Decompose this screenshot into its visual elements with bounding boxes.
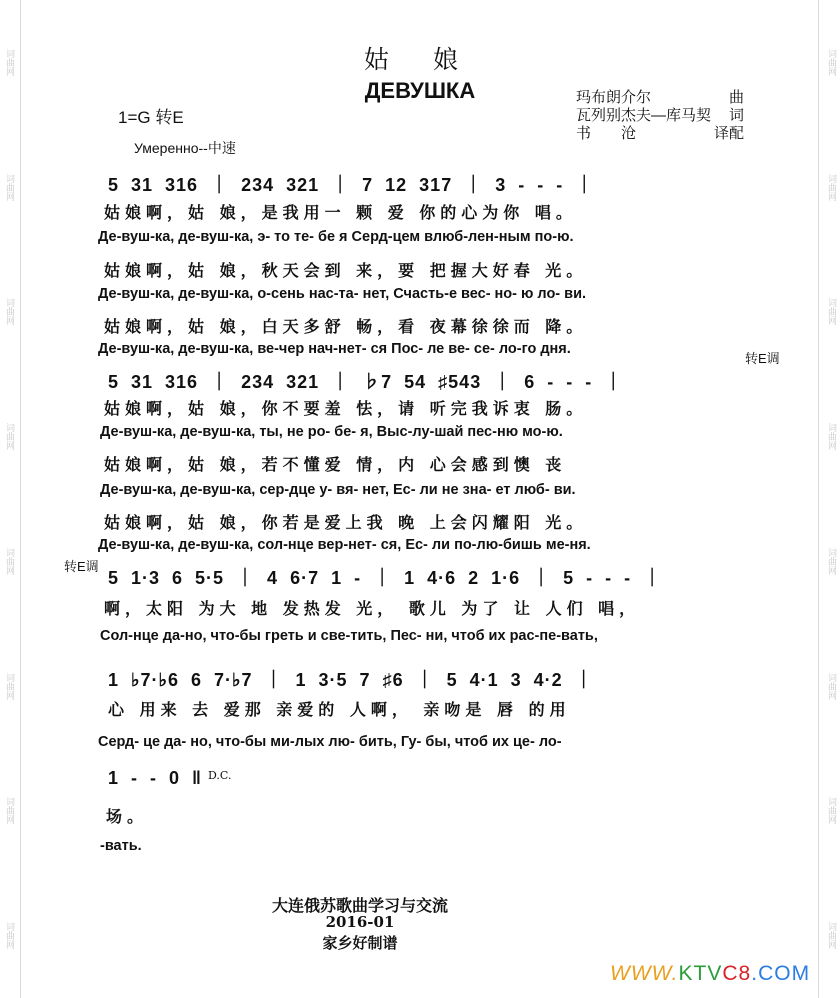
notation-line-3: 5 1·3 6 5·5 ｜ 4 6·7 1 - ｜ 1 4·6 2 1·6 ｜ 5 - - - ｜ <box>108 568 663 588</box>
footer-maker: 家乡好制谱 <box>322 934 398 952</box>
watermark-text: 词曲网 <box>826 48 836 76</box>
lyric-ru-1-3: Де-вуш-ка, де-вуш-ка, ве-чер нач-нет- ся Пос- ле ве- се- ло-го дня. <box>98 341 571 357</box>
watermark-text: 词曲网 <box>4 547 14 575</box>
credit-composer: 玛布朗介尔 曲 <box>576 89 744 106</box>
lyric-ru-5-1: -вать. <box>100 838 142 854</box>
lyric-cn-2-2: 姑娘啊，姑 娘，若不懂爱 情，内 心会感到懊 丧 <box>104 455 567 474</box>
lyric-cn-5-1: 场。 <box>106 807 149 826</box>
watermark-text: 词曲网 <box>4 423 14 451</box>
watermark-text: 词曲网 <box>826 547 836 575</box>
watermark-text: 词曲网 <box>4 173 14 201</box>
da-capo-mark: D.C. <box>208 769 232 782</box>
lyric-cn-1-3: 姑娘啊，姑 娘，白天多舒 畅，看 夜幕徐徐而 降。 <box>104 317 588 336</box>
lyric-cn-1-2: 姑娘啊，姑 娘，秋天会到 来，要 把握大好春 光。 <box>104 261 588 280</box>
watermark-right <box>824 0 838 998</box>
left-margin-line <box>20 0 21 998</box>
watermark-text: 词曲网 <box>4 797 14 825</box>
lyric-cn-2-1: 姑娘啊，姑 娘，你不要羞 怯，请 听完我诉衷 肠。 <box>104 399 588 418</box>
lyric-cn-2-3: 姑娘啊，姑 娘，你若是爱上我 晚 上会闪耀阳 光。 <box>104 513 588 532</box>
right-margin-line <box>818 0 819 998</box>
modulation-note-right: 转E调 <box>745 351 780 366</box>
notation-line-4: 1 ♭7·♭6 6 7·♭7 ｜ 1 3·5 7 ♯6 ｜ 5 4·1 3 4·2 ｜ <box>108 670 594 690</box>
lyric-ru-3-1: Сол-нце да-но, что-бы греть и све-тить, Пес- ни, чтоб их рас-пе-вать, <box>100 628 598 644</box>
watermark-text: 词曲网 <box>4 922 14 950</box>
lyric-cn-3-1: 啊，太阳 为大 地 发热发 光， 歌儿 为了 让 人们 唱， <box>104 599 641 618</box>
title-russian: ДЕВУШКА <box>364 78 476 103</box>
credit-lyricist: 瓦列别杰夫—库马契 词 <box>576 107 744 124</box>
lyric-ru-1-2: Де-вуш-ка, де-вуш-ка, о-сень нас-та- нет, Счасть-е вес- но- ю ло- ви. <box>98 286 587 302</box>
lyric-cn-1-1: 姑娘啊，姑 娘，是我用一 颗 爱 你的心为你 唱。 <box>104 203 577 222</box>
site-logo: WWW.KTVC8.COM <box>610 962 811 985</box>
watermark-text: 词曲网 <box>4 672 14 700</box>
lyric-cn-4-1: 心 用来 去 爱那 亲爱的 人啊， 亲吻是 唇 的用 <box>108 700 571 719</box>
watermark-text: 词曲网 <box>826 672 836 700</box>
tempo-marking: Умеренно--中速 <box>134 140 236 156</box>
credit-translator: 书 沧 译配 <box>576 125 744 142</box>
watermark-left <box>2 0 16 998</box>
key-signature: 1=G 转E <box>118 108 184 127</box>
lyric-ru-4-1: Серд- це да- но, что-бы ми-лых лю- бить, Гу- бы, чтоб их це- ло- <box>98 734 562 750</box>
lyric-ru-1-1: Де-вуш-ка, де-вуш-ка, э- то те- бе я Серд-цем влюб-лен-ным по-ю. <box>98 229 574 245</box>
watermark-text: 词曲网 <box>4 48 14 76</box>
footer-date: 2016-01 <box>325 913 395 931</box>
watermark-text: 词曲网 <box>4 298 14 326</box>
watermark-text: 词曲网 <box>826 797 836 825</box>
modulation-note-left: 转E调 <box>64 559 99 574</box>
watermark-text: 词曲网 <box>826 173 836 201</box>
lyric-ru-2-2: Де-вуш-ка, де-вуш-ка, сер-дце у- вя- нет, Ес- ли не зна- ет люб- ви. <box>100 482 576 498</box>
lyric-ru-2-3: Де-вуш-ка, де-вуш-ка, сол-нце вер-нет- ся, Ес- ли по-лю-бишь ме-ня. <box>98 537 591 553</box>
watermark-text: 词曲网 <box>826 922 836 950</box>
footer-source: 大连俄苏歌曲学习与交流 <box>271 896 448 915</box>
credits <box>576 89 744 143</box>
notation-line-1: 5 31 316 ｜ 234 321 ｜ 7 12 317 ｜ 3 - - - ｜ <box>108 175 595 195</box>
title-chinese: 姑 娘 <box>364 45 476 74</box>
lyric-ru-2-1: Де-вуш-ка, де-вуш-ка, ты, не ро- бе- я, Выс-лу-шай пес-ню мо-ю. <box>100 424 563 440</box>
notation-line-2: 5 31 316 ｜ 234 321 ｜ ♭7 54 ♯543 ｜ 6 - - - ｜ <box>108 372 624 392</box>
notation-line-5: 1 - - 0 ‖ <box>108 768 202 788</box>
watermark-text: 词曲网 <box>826 298 836 326</box>
watermark-text: 词曲网 <box>826 423 836 451</box>
